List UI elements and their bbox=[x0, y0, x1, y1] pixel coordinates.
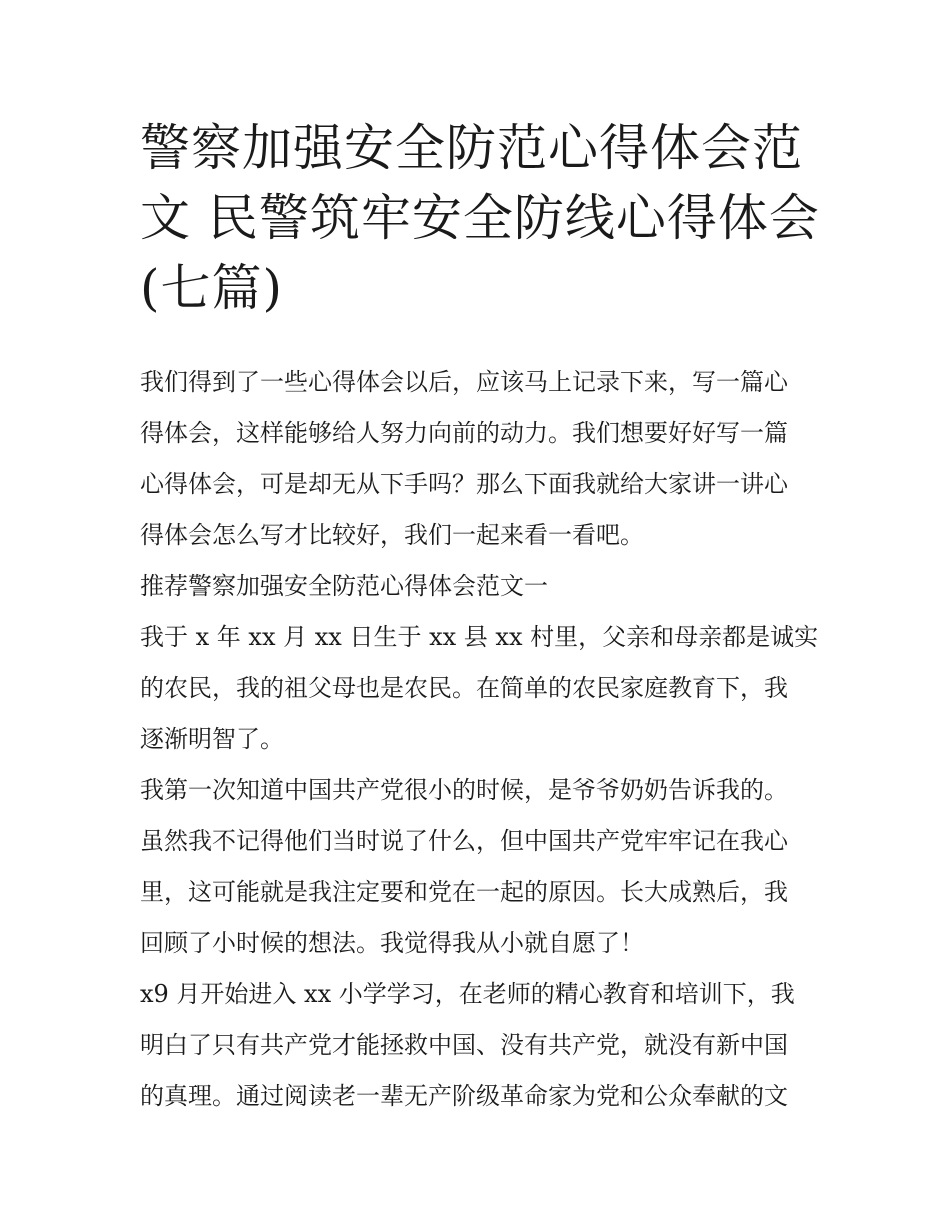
text-line: 虽然我不记得他们当时说了什么，但中国共产党牢牢记在我心 bbox=[140, 827, 788, 855]
body-paragraph bbox=[140, 969, 812, 1122]
title-line: 警察加强安全防范心得体会范 bbox=[140, 119, 803, 177]
text-line: 得体会怎么写才比较好，我们一起来看一看吧。 bbox=[140, 521, 644, 549]
text-line: 得体会，这样能够给人努力向前的动力。我们想要好好写一篇 bbox=[140, 419, 788, 447]
title-line: 文 民警筑牢安全防线心得体会 bbox=[140, 189, 820, 247]
text-line: x9 月开始进入 xx 小学学习，在老师的精心教育和培训下，我 bbox=[140, 980, 795, 1008]
text-line: 推荐警察加强安全防范心得体会范文一 bbox=[140, 572, 548, 600]
text-line: 明白了只有共产党才能拯救中国、没有共产党，就没有新中国 bbox=[140, 1031, 788, 1059]
document-title bbox=[140, 113, 820, 323]
title-line: (七篇) bbox=[140, 259, 284, 317]
text-line: 我于 x 年 xx 月 xx 日生于 xx 县 xx 村里，父亲和母亲都是诚实 bbox=[140, 623, 819, 651]
document-body bbox=[140, 357, 819, 1122]
text-line: 回顾了小时候的想法。我觉得我从小就自愿了！ bbox=[140, 929, 644, 957]
text-line: 我们得到了一些心得体会以后，应该马上记录下来，写一篇心 bbox=[140, 368, 788, 396]
text-line: 我第一次知道中国共产党很小的时候，是爷爷奶奶告诉我的。 bbox=[140, 776, 788, 804]
section-heading bbox=[140, 561, 812, 612]
text-line: 里，这可能就是我注定要和党在一起的原因。长大成熟后，我 bbox=[140, 878, 788, 906]
intro-paragraph bbox=[140, 357, 812, 561]
text-line: 逐渐明智了。 bbox=[140, 725, 284, 753]
text-line: 的农民，我的祖父母也是农民。在简单的农民家庭教育下，我 bbox=[140, 674, 788, 702]
text-line: 心得体会，可是却无从下手吗？那么下面我就给大家讲一讲心 bbox=[140, 470, 788, 498]
text-line: 的真理。通过阅读老一辈无产阶级革命家为党和公众奉献的文 bbox=[140, 1082, 788, 1110]
body-paragraph bbox=[140, 765, 812, 969]
body-paragraph bbox=[140, 612, 819, 765]
